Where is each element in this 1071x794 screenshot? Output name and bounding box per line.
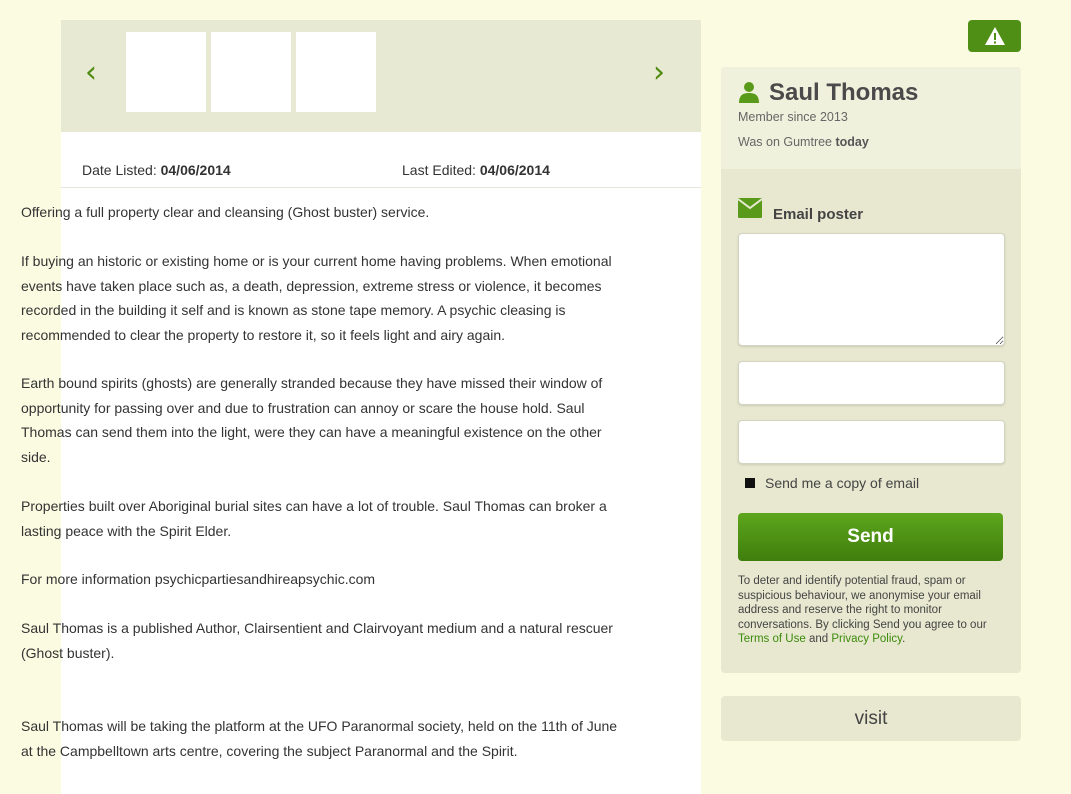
last-seen-value: today [835,135,869,149]
warning-icon [984,26,1006,46]
send-button[interactable]: Send [738,513,1003,561]
terms-of-use-link[interactable]: Terms of Use [738,633,806,645]
member-since: Member since 2013 [738,110,848,124]
listing-meta [61,132,701,188]
envelope-icon [738,198,762,218]
last-edited-value: 04/06/2014 [479,162,550,178]
email-poster-title: Email poster [773,206,864,223]
message-textarea[interactable] [738,233,1005,346]
poster-name: Saul Thomas [769,79,919,106]
description-paragraph: If buying an historic or existing home or is your current home having problems. When emotional events have taken place such as, a death, depression, extreme stress or violence, it becomes recorded in the building it self and is known as stone tape memory. A psychic cleasing is recommended to clear the property to restore it, so it feels light and airy again. [21,253,612,343]
gallery-thumbnail[interactable] [211,32,291,112]
disclaimer-text: To deter and identify potential fraud, spam or suspicious behaviour, we anonymise your email address and reserve the right to monitor conversations. By clicking Send you agree to our [738,575,987,631]
disclaimer-and: and [808,633,829,645]
date-listed [82,162,231,178]
last-edited-label: Last Edited: [402,162,476,178]
gallery-thumbnail[interactable] [126,32,206,112]
person-icon [738,81,760,103]
gallery-next-icon[interactable]: › [653,55,665,90]
poster-panel [721,67,1021,673]
description-paragraph: Saul Thomas is a published Author, Clairsentient and Clairvoyant medium and a natural rescuer (Ghost buster). [21,620,613,661]
date-listed-value: 04/06/2014 [160,162,231,178]
image-gallery [61,20,701,132]
email-input[interactable] [738,420,1005,464]
name-input[interactable] [738,361,1005,405]
description-paragraph: Properties built over Aboriginal burial sites can have a lot of trouble. Saul Thomas can broker a lasting peace with the Spirit Elder. [21,498,607,539]
disclaimer-period: . [902,633,906,645]
description-paragraph: Saul Thomas will be taking the platform at the UFO Paranormal society, held on the 11th of June at the Campbelltown arts centre, covering the subject Paranormal and the Spirit. [21,718,618,759]
visit-button[interactable]: visit [721,696,1021,741]
poster-info [721,67,1021,169]
report-button[interactable] [968,20,1021,52]
date-listed-label: Date Listed: [82,162,157,178]
last-seen [738,135,869,149]
privacy-policy-link[interactable]: Privacy Policy [831,633,903,645]
gallery-prev-icon[interactable]: ‹ [85,55,97,90]
description-paragraph: Earth bound spirits (ghosts) are generally stranded because they have missed their window of opportunity for passing over and due to frustration can annoy or scare the house hold. Saul Thomas can send them into the light, were they can have a meaningful existence on the other side. [21,375,603,465]
description-paragraph: Offering a full property clear and cleansing (Ghost buster) service. [21,204,430,220]
privacy-disclaimer [738,574,1006,647]
send-copy-label[interactable]: Send me a copy of email [765,475,920,491]
last-seen-prefix: Was on Gumtree [738,135,833,149]
gallery-thumbnail[interactable] [296,32,376,112]
description-paragraph: For more information psychicpartiesandhireapsychic.com [21,571,376,587]
last-edited [402,162,550,178]
send-copy-checkbox[interactable] [745,478,755,488]
